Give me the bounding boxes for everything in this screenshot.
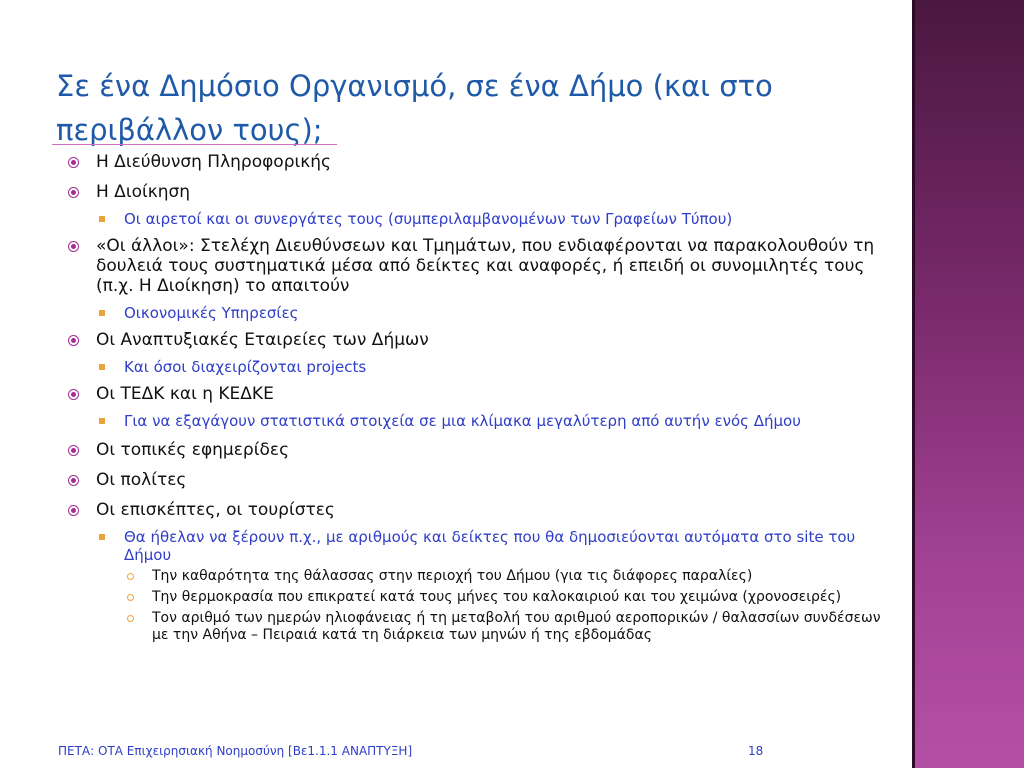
list-item xyxy=(66,182,886,202)
list-item xyxy=(66,152,886,172)
square-bullet-icon xyxy=(99,534,105,540)
list-item xyxy=(66,236,886,296)
ring-bullet-icon xyxy=(127,615,134,622)
circle-bullet-icon xyxy=(68,505,79,516)
ring-bullet-icon xyxy=(127,594,134,601)
list-item-text: Η Διεύθυνση Πληροφορικής xyxy=(96,152,332,172)
square-bullet-icon xyxy=(99,364,105,370)
side-band-edge xyxy=(912,0,915,768)
list-item-text: Οι αιρετοί και οι συνεργάτες τους (συμπεριλαμβανομένων των Γραφείων Τύπου) xyxy=(124,210,733,228)
list-item xyxy=(66,304,886,322)
list-item-text: Οι τοπικές εφημερίδες xyxy=(96,440,290,460)
circle-bullet-icon xyxy=(68,475,79,486)
square-bullet-icon xyxy=(99,216,105,222)
circle-bullet-icon xyxy=(68,389,79,400)
list-item-text: Για να εξαγάγουν στατιστικά στοιχεία σε μια κλίμακα μεγαλύτερη από αυτήν ενός Δήμου xyxy=(124,412,801,430)
list-item-text: Την καθαρότητα της θάλασσας στην περιοχή του Δήμου (για τις διάφορες παραλίες) xyxy=(152,568,753,584)
title-underline xyxy=(52,144,337,145)
square-bullet-icon xyxy=(99,418,105,424)
list-item-text: Οικονομικές Υπηρεσίες xyxy=(124,304,299,322)
list-item xyxy=(66,589,886,606)
list-item-text: Οι ΤΕΔΚ και η ΚΕΔΚΕ xyxy=(96,384,274,404)
ring-bullet-icon xyxy=(127,573,134,580)
list-item-text: Και όσοι διαχειρίζονται projects xyxy=(124,358,367,376)
list-item xyxy=(66,470,886,490)
list-item-text: Την θερμοκρασία που επικρατεί κατά τους μήνες του καλοκαιριού και του χειμώνα (χρονοσειρές) xyxy=(152,589,842,605)
list-item-text: Η Διοίκηση xyxy=(96,182,191,202)
list-item xyxy=(66,568,886,585)
list-item xyxy=(66,412,886,430)
decorative-side-band xyxy=(912,0,1024,768)
square-bullet-icon xyxy=(99,310,105,316)
page-number: 18 xyxy=(748,744,764,758)
list-item xyxy=(66,210,886,228)
list-item xyxy=(66,500,886,520)
list-item-text: Θα ήθελαν να ξέρουν π.χ., με αριθμούς και δείκτες που θα δημοσιεύονται αυτόματα στο site του Δήμου xyxy=(124,528,856,564)
slide-title: Σε ένα Δημόσιο Οργανισμό, σε ένα Δήμο (και στο περιβάλλον τους); xyxy=(56,69,773,147)
list-item xyxy=(66,358,886,376)
list-item-text: Οι επισκέπτες, οι τουρίστες xyxy=(96,500,335,520)
circle-bullet-icon xyxy=(68,187,79,198)
list-item xyxy=(66,528,886,564)
circle-bullet-icon xyxy=(68,241,79,252)
bullet-list xyxy=(66,152,886,644)
list-item-text: Οι Αναπτυξιακές Εταιρείες των Δήμων xyxy=(96,330,429,350)
circle-bullet-icon xyxy=(68,335,79,346)
footer-text: ΠΕΤΑ: ΟΤΑ Επιχειρησιακή Νοημοσύνη [Βε1.1.1 ΑΝΑΠΤΥΞΗ] xyxy=(58,744,413,758)
list-item-text: «Οι άλλοι»: Στελέχη Διευθύνσεων και Τμημάτων, που ενδιαφέρονται να παρακολουθούν τη δουλειά τους συστηματικά μέσα από δείκτες και αναφορές, ή επειδή οι συνομιλητές τους (π.χ. Η Διοίκηση) το απαιτούν xyxy=(96,236,875,296)
list-item-text: Τον αριθμό των ημερών ηλιοφάνειας ή τη μεταβολή του αριθμού αεροπορικών / θαλασσίων συνδέσεων με την Αθήνα – Πειραιά κατά τη διάρκεια των μηνών ή της εβδομάδας xyxy=(152,610,881,643)
list-item xyxy=(66,610,886,644)
list-item-text: Οι πολίτες xyxy=(96,470,187,490)
circle-bullet-icon xyxy=(68,445,79,456)
list-item xyxy=(66,440,886,460)
circle-bullet-icon xyxy=(68,157,79,168)
list-item xyxy=(66,384,886,404)
list-item xyxy=(66,330,886,350)
